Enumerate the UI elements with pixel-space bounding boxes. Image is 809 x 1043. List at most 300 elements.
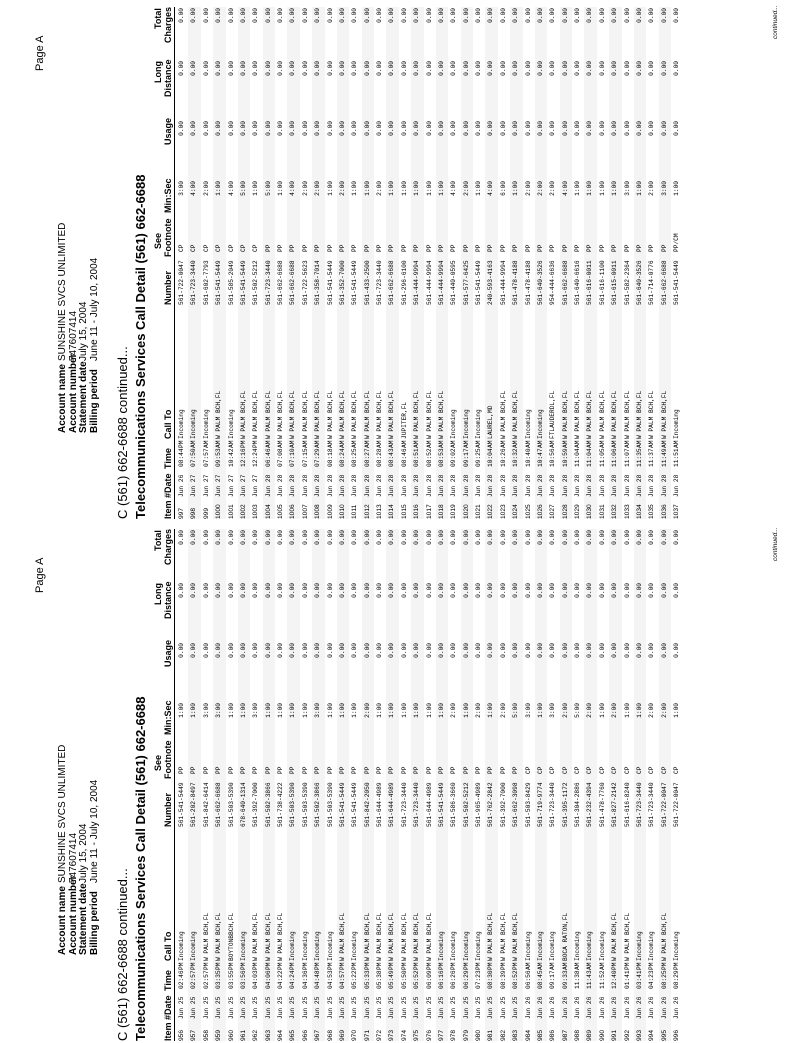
- total-charges: 0.00: [314, 530, 322, 545]
- item-number: 999: [202, 507, 210, 519]
- phone-number: 561-541-5449: [215, 260, 223, 305]
- long-distance: 0.00: [487, 583, 495, 598]
- call-to: Incoming: [450, 409, 458, 439]
- section-title: Telecommunications Services Call Detail (561) 662-6688: [133, 696, 148, 1041]
- item-number: 1031: [598, 504, 606, 519]
- table-header: [152, 529, 175, 1041]
- phone-number: 561-541-5449: [437, 782, 445, 827]
- long-distance: 0.00: [524, 583, 532, 598]
- min-sec: 1:00: [388, 181, 396, 196]
- long-distance: 0.00: [413, 61, 421, 76]
- usage: 0.00: [363, 643, 371, 658]
- long-distance: 0.00: [574, 583, 581, 598]
- call-time: 11:49: [660, 448, 668, 467]
- call-ampm: AM: [499, 440, 507, 448]
- usage: 0.00: [673, 121, 680, 136]
- table-row: [510, 7, 522, 519]
- table-row: [362, 7, 374, 519]
- item-number: 973: [388, 1029, 396, 1041]
- table-row: [448, 7, 460, 519]
- min-sec: 2:00: [462, 181, 470, 196]
- call-to: Incoming: [314, 931, 322, 961]
- usage: 0.00: [512, 121, 520, 136]
- long-distance: 0.00: [536, 61, 544, 76]
- table-row: [572, 529, 584, 1041]
- page-label: Page A: [34, 557, 46, 593]
- footnote: PP: [512, 244, 520, 252]
- table-row: [547, 7, 559, 519]
- footnote: PP: [561, 244, 569, 252]
- call-time: 05:50: [400, 970, 408, 989]
- phone-number: 561-616-8240: [623, 782, 631, 827]
- usage: 0.00: [289, 643, 297, 658]
- call-date: Jun 28: [289, 474, 297, 497]
- call-time: 06:29: [462, 970, 470, 989]
- footnote: PP: [239, 766, 247, 774]
- long-distance: 0.00: [202, 583, 210, 598]
- call-date: Jun 25: [289, 996, 297, 1019]
- call-ampm: AM: [215, 440, 223, 448]
- footnote: PP: [289, 244, 297, 252]
- call-to: W PALM BCH,FL: [376, 912, 383, 961]
- footnote: PP: [363, 244, 371, 252]
- min-sec: 1:00: [635, 181, 643, 196]
- call-date: Jun 28: [475, 474, 482, 497]
- phone-number: 561-478-4188: [512, 260, 520, 305]
- item-number: 981: [487, 1029, 495, 1041]
- call-time: 04:48: [314, 970, 322, 989]
- call-date: Jun 26: [635, 996, 643, 1019]
- table-row: [510, 529, 522, 1041]
- call-time: 04:06: [264, 970, 272, 989]
- min-sec: 5:00: [574, 703, 581, 718]
- phone-number: 561-503-5390: [289, 782, 297, 827]
- call-to: W PALM BCH,FL: [289, 390, 297, 439]
- table-row: [287, 7, 299, 519]
- call-ampm: PM: [178, 440, 185, 448]
- footnote: PP: [499, 766, 507, 774]
- usage: 0.00: [450, 643, 458, 658]
- table-row: [436, 529, 448, 1041]
- item-number: 1022: [487, 504, 495, 519]
- footnote: CP: [611, 766, 619, 774]
- long-distance: 0.00: [202, 61, 210, 76]
- usage: 0.00: [351, 121, 359, 136]
- call-time: 11:43: [586, 970, 594, 989]
- total-charges: 0.00: [586, 530, 594, 545]
- table-row: [312, 7, 324, 519]
- total-charges: 0.00: [487, 530, 495, 545]
- phone-number: 561-444-9994: [499, 260, 507, 305]
- call-time: 08:28: [376, 448, 383, 467]
- long-distance: 0.00: [598, 61, 606, 76]
- min-sec: 3:00: [215, 703, 223, 718]
- usage: 0.00: [215, 643, 223, 658]
- total-charges: 0.00: [462, 8, 470, 23]
- min-sec: 1:00: [673, 181, 680, 196]
- footnote: PP: [202, 766, 210, 774]
- call-time: 11:06: [611, 448, 619, 467]
- footnote: PP: [326, 766, 334, 774]
- table-row: [325, 529, 337, 1041]
- min-sec: 1:00: [598, 703, 606, 718]
- item-number: 1008: [314, 504, 322, 519]
- item-number: 966: [301, 1029, 309, 1041]
- phone-number: 561-723-3440: [648, 782, 656, 827]
- call-to: Incoming: [450, 931, 458, 961]
- footnote: PP: [549, 244, 557, 252]
- usage: 0.00: [202, 643, 210, 658]
- phone-number: 561-392-7000: [499, 782, 507, 827]
- min-sec: 1:00: [413, 181, 421, 196]
- footnote: PP: [487, 244, 495, 252]
- phone-number: 561-585-2049: [227, 260, 235, 305]
- col-footnote: Footnote: [163, 218, 173, 257]
- table-row: [424, 529, 436, 1041]
- min-sec: 3:00: [178, 181, 185, 196]
- total-charges: 0.00: [450, 530, 458, 545]
- footnote: PP: [376, 244, 383, 252]
- min-sec: 3:00: [202, 703, 210, 718]
- phone-number: 561-640-3526: [635, 260, 643, 305]
- item-number: 978: [450, 1029, 458, 1041]
- total-charges: 0.00: [475, 8, 482, 23]
- usage: 0.00: [462, 121, 470, 136]
- call-time: 08:18: [326, 448, 334, 467]
- call-ampm: PM: [326, 962, 334, 970]
- call-ampm: PM: [388, 962, 396, 970]
- call-time: 11:38: [574, 970, 581, 989]
- phone-number: 561-392-7000: [252, 782, 260, 827]
- call-ampm: AM: [586, 440, 594, 448]
- phone-number: 678-640-1314: [239, 782, 247, 827]
- item-number: 986: [549, 1029, 557, 1041]
- call-ampm: AM: [574, 440, 581, 448]
- long-distance: 0.00: [524, 61, 532, 76]
- min-sec: 1:00: [400, 181, 408, 196]
- item-number: 984: [524, 1029, 532, 1041]
- call-time: 08:25: [351, 448, 359, 467]
- item-number: 992: [623, 1029, 631, 1041]
- call-time: 02:46: [178, 970, 185, 989]
- usage: 0.00: [289, 121, 297, 136]
- min-sec: 1:00: [227, 703, 235, 718]
- call-time: 08:43: [388, 448, 396, 467]
- item-number: 1028: [561, 504, 569, 519]
- footnote: CP: [536, 766, 544, 774]
- usage: 0.00: [598, 121, 606, 136]
- long-distance: 0.00: [351, 61, 359, 76]
- phone-number: 561-723-3440: [190, 260, 198, 305]
- call-to: Incoming: [586, 931, 594, 961]
- phone-number: 561-662-6688: [289, 260, 297, 305]
- call-ampm: AM: [611, 440, 619, 448]
- long-distance: 0.00: [413, 583, 421, 598]
- total-charges: 0.00: [437, 8, 445, 23]
- call-to: W PALM BCH,FL: [598, 390, 606, 439]
- account-name: SUNSHINE SVCS UNLIMITED: [57, 222, 68, 361]
- call-time: 11:37: [648, 448, 656, 467]
- item-number: 980: [475, 1029, 482, 1041]
- usage: 0.00: [660, 643, 668, 658]
- call-ampm: AM: [536, 440, 544, 448]
- call-to: Incoming: [289, 931, 297, 961]
- call-to: LAUREL,MD: [487, 405, 495, 439]
- call-date: Jun 28: [314, 474, 322, 497]
- min-sec: 3:00: [660, 181, 668, 196]
- table-row: [535, 529, 547, 1041]
- call-to: W PALM BCH,FL: [277, 912, 284, 961]
- call-date: Jun 28: [462, 474, 470, 497]
- call-ampm: PM: [264, 962, 272, 970]
- call-time: 08:52: [425, 448, 433, 467]
- call-date: Jun 26: [549, 996, 557, 1019]
- phone-number: 561-662-6688: [215, 782, 223, 827]
- phone-number: 240-593-4163: [487, 260, 495, 305]
- phone-number: 561-586-3660: [450, 782, 458, 827]
- min-sec: 2:00: [611, 703, 619, 718]
- call-to: Incoming: [301, 931, 309, 961]
- table-row: [448, 529, 460, 1041]
- table-row: [386, 529, 398, 1041]
- table-row: [523, 529, 535, 1041]
- min-sec: 1:00: [264, 703, 272, 718]
- call-ampm: PM: [635, 962, 643, 970]
- long-distance: 0.00: [326, 583, 334, 598]
- total-charges: 0.00: [598, 530, 606, 545]
- footnote: PP: [623, 244, 631, 252]
- usage: 0.00: [400, 643, 408, 658]
- total-charges: 0.00: [301, 530, 309, 545]
- call-date: Jun 25: [252, 996, 260, 1019]
- usage: 0.00: [314, 121, 322, 136]
- col-date: Date: [163, 473, 173, 493]
- total-charges: 0.00: [215, 8, 223, 23]
- usage: 0.00: [648, 121, 656, 136]
- item-number: 957: [190, 1029, 198, 1041]
- call-date: Jun 27: [202, 474, 210, 497]
- min-sec: 1:00: [338, 703, 346, 718]
- phone-number: 561-842-2050: [363, 782, 371, 827]
- min-sec: 2:00: [499, 703, 507, 718]
- item-number: 961: [239, 1029, 247, 1041]
- item-number: 958: [202, 1029, 210, 1041]
- call-time: 11:04: [574, 448, 581, 467]
- item-number: 959: [215, 1029, 223, 1041]
- call-time: 04:03: [252, 970, 260, 989]
- call-time: 09:53: [215, 448, 223, 467]
- total-charges: 0.00: [660, 530, 668, 545]
- call-date: Jun 25: [338, 996, 346, 1019]
- call-to: Incoming: [462, 931, 470, 961]
- long-distance: 0.00: [574, 61, 581, 76]
- call-ampm: PM: [437, 962, 445, 970]
- call-ampm: AM: [388, 440, 396, 448]
- min-sec: 1:00: [400, 703, 408, 718]
- phone-number: 561-502-5212: [252, 260, 260, 305]
- call-ampm: PM: [611, 962, 619, 970]
- call-to: W PALM BCH,FL: [660, 912, 668, 961]
- call-time: 10:26: [499, 448, 507, 467]
- usage: 0.00: [462, 643, 470, 658]
- call-ampm: AM: [437, 440, 445, 448]
- long-distance: 0.00: [623, 61, 631, 76]
- call-detail-rows: [176, 529, 683, 1041]
- long-distance: 0.00: [425, 61, 433, 76]
- call-to: W PALM BCH,FL: [413, 390, 421, 439]
- item-number: 1004: [264, 504, 272, 519]
- phone-number: 561-722-0047: [178, 260, 185, 305]
- call-to: W PALM BCH,FL: [623, 390, 631, 439]
- call-to: W PALM BCH,FL: [202, 912, 210, 961]
- call-time: 07:23: [475, 970, 482, 989]
- total-charges: 0.00: [635, 530, 643, 545]
- footnote: PP: [338, 766, 346, 774]
- call-time: 04:24: [289, 970, 297, 989]
- table-row: [659, 7, 671, 519]
- call-date: Jun 25: [301, 996, 309, 1019]
- call-date: Jun 25: [462, 996, 470, 1019]
- min-sec: 2:00: [376, 181, 383, 196]
- call-to: W PALM BCH,FL: [425, 912, 433, 961]
- call-ampm: PM: [301, 962, 309, 970]
- call-date: Jun 28: [338, 474, 346, 497]
- long-distance: 0.00: [536, 583, 544, 598]
- item-number: 977: [437, 1029, 445, 1041]
- table-row: [572, 7, 584, 519]
- footnote: PP/CM: [673, 233, 680, 252]
- footnote: PP: [301, 244, 309, 252]
- call-to: W PALM BCH,FL: [351, 390, 359, 439]
- call-ampm: AM: [450, 440, 458, 448]
- footnote: PP: [264, 244, 272, 252]
- call-date: Jun 28: [512, 474, 520, 497]
- table-row: [646, 529, 658, 1041]
- col-number: Number: [163, 270, 173, 305]
- total-charges: 0.00: [252, 530, 260, 545]
- phone-number: 561-723-3440: [376, 260, 383, 305]
- min-sec: 1:00: [623, 703, 631, 718]
- table-row: [547, 529, 559, 1041]
- call-ampm: PM: [462, 962, 470, 970]
- call-detail-rows: [176, 7, 683, 519]
- table-row: [337, 7, 349, 519]
- call-to: Incoming: [475, 409, 482, 439]
- call-time: 09:17: [462, 448, 470, 467]
- total-charges: 0.00: [277, 8, 284, 23]
- item-number: 991: [611, 1029, 619, 1041]
- call-to: Incoming: [549, 931, 557, 961]
- long-distance: 0.00: [289, 583, 297, 598]
- call-ampm: AM: [264, 440, 272, 448]
- long-distance: 0.00: [462, 583, 470, 598]
- col-total: Total: [153, 8, 163, 29]
- min-sec: 2:00: [586, 703, 594, 718]
- call-ampm: AM: [314, 440, 322, 448]
- call-date: Jun 28: [536, 474, 544, 497]
- table-row: [609, 529, 621, 1041]
- call-date: Jun 28: [301, 474, 309, 497]
- long-distance: 0.00: [376, 583, 383, 598]
- min-sec: 1:00: [475, 181, 482, 196]
- call-time: 09:17: [549, 970, 557, 989]
- table-row: [213, 529, 225, 1041]
- total-charges: 0.00: [239, 530, 247, 545]
- call-date: Jun 28: [623, 474, 631, 497]
- section-title: Telecommunications Services Call Detail (561) 662-6688: [133, 174, 148, 519]
- call-to: Incoming: [239, 931, 247, 961]
- call-date: Jun 25: [512, 996, 520, 1019]
- total-charges: 0.00: [264, 8, 272, 23]
- min-sec: 1:00: [301, 703, 309, 718]
- item-number: 970: [351, 1029, 359, 1041]
- col-callto: Call To: [163, 931, 173, 961]
- total-charges: 0.00: [376, 8, 383, 23]
- phone-number: 561-615-0011: [611, 260, 619, 305]
- phone-number: 561-965-4989: [475, 782, 482, 827]
- table-row: [473, 529, 485, 1041]
- call-to: W PALM BCH,FL: [586, 390, 594, 439]
- phone-number: 561-541-5449: [239, 260, 247, 305]
- table-row: [275, 7, 287, 519]
- call-ampm: AM: [487, 440, 495, 448]
- long-distance: 0.00: [673, 583, 680, 598]
- table-row: [201, 7, 213, 519]
- statement-date: July 15, 2004: [78, 301, 89, 361]
- phone-number: 561-444-9994: [413, 260, 421, 305]
- min-sec: 1:00: [574, 181, 581, 196]
- long-distance: 0.00: [499, 61, 507, 76]
- billing-period-label: Billing period: [88, 369, 100, 433]
- call-date: Jun 25: [215, 996, 223, 1019]
- item-number: 964: [277, 1029, 284, 1041]
- long-distance: 0.00: [301, 61, 309, 76]
- call-ampm: AM: [549, 962, 557, 970]
- min-sec: 1:00: [326, 181, 334, 196]
- table-row: [399, 7, 411, 519]
- phone-number: 561-503-5390: [301, 782, 309, 827]
- long-distance: 0.00: [264, 583, 272, 598]
- usage: 0.00: [178, 121, 185, 136]
- table-row: [634, 529, 646, 1041]
- table-row: [362, 529, 374, 1041]
- call-date: Jun 25: [178, 996, 185, 1019]
- table-row: [424, 7, 436, 519]
- table-row: [622, 7, 634, 519]
- phone-number: 561-616-1100: [598, 260, 606, 305]
- phone-number: 561-762-2842: [487, 782, 495, 827]
- total-charges: 0.00: [512, 530, 520, 545]
- footnote: CP: [239, 244, 247, 252]
- phone-number: 561-662-3098: [512, 782, 520, 827]
- call-time: 08:53: [437, 448, 445, 467]
- usage: 0.00: [586, 643, 594, 658]
- call-to: Incoming: [351, 931, 359, 961]
- min-sec: 2:00: [648, 181, 656, 196]
- call-to: Incoming: [648, 931, 656, 961]
- usage: 0.00: [611, 643, 619, 658]
- call-date: Jun 25: [425, 996, 433, 1019]
- min-sec: 2:00: [301, 181, 309, 196]
- call-ampm: AM: [524, 440, 532, 448]
- item-number: 1037: [673, 504, 680, 519]
- call-time: 01:41: [623, 970, 631, 989]
- footnote: CP: [660, 766, 668, 774]
- phone-number: 561-444-9994: [425, 260, 433, 305]
- total-charges: 0.00: [499, 8, 507, 23]
- total-charges: 0.00: [326, 8, 334, 23]
- call-time: 08:39: [499, 970, 507, 989]
